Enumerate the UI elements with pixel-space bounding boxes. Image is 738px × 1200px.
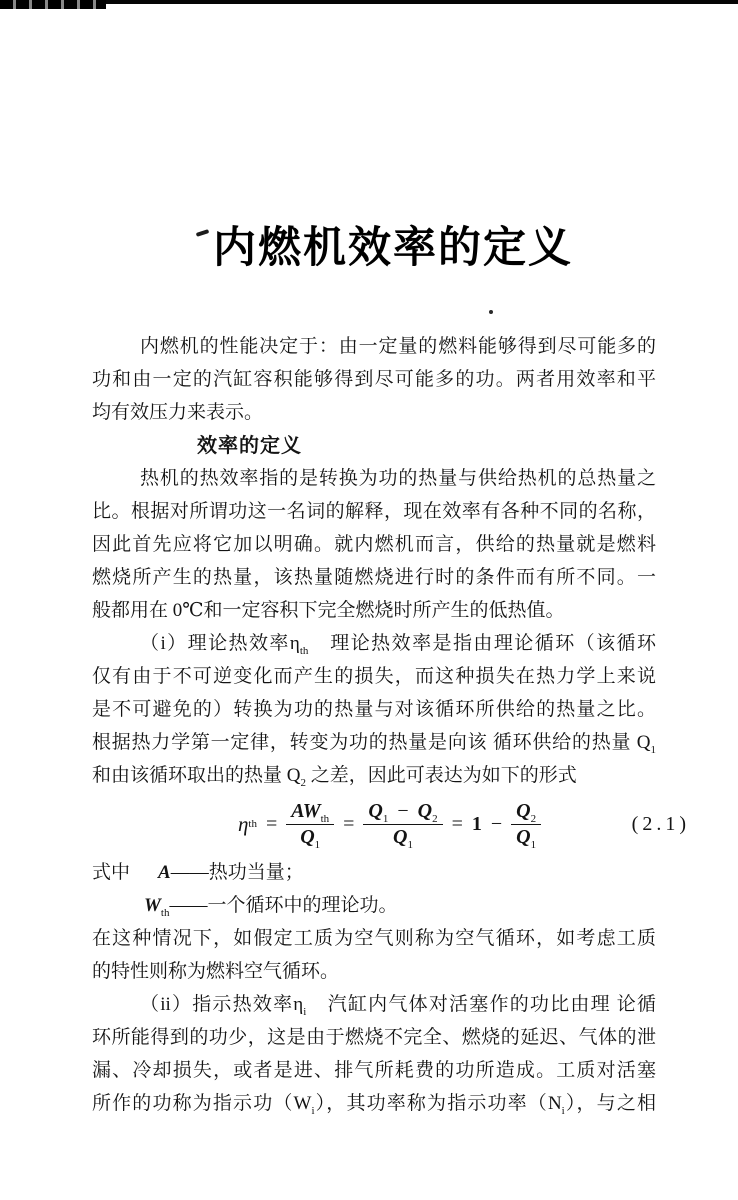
subscript: 1 xyxy=(382,812,389,825)
text-line: 均有效压力来表示。 xyxy=(92,402,264,423)
text-line xyxy=(92,1087,656,1120)
variable: Q xyxy=(516,799,531,822)
page-content xyxy=(92,0,690,1120)
denominator xyxy=(516,825,536,849)
variable: Q xyxy=(417,799,433,822)
text-segment: ——一个循环中的理论功。 xyxy=(169,895,398,916)
numerator xyxy=(363,800,442,825)
equation-number: (2.1) xyxy=(631,812,690,835)
subscript: 1 xyxy=(530,838,537,851)
subscript: 2 xyxy=(432,812,438,825)
text-segment: 根据热力学第一定律，转变为功的热量是向该 循环供给的热量 Q xyxy=(92,732,651,753)
text-line xyxy=(92,627,656,660)
subscript: th xyxy=(320,812,330,825)
subscript: 1 xyxy=(650,743,656,756)
fraction xyxy=(511,800,541,849)
fraction xyxy=(363,800,442,849)
equals-sign: = xyxy=(451,812,463,835)
text-segment: 所作的功称为指示功（W xyxy=(92,1093,312,1114)
denominator xyxy=(300,825,320,849)
text-line: 因此首先应将它加以明确。就内燃机而言，供给的热量就是燃料 xyxy=(92,534,656,555)
equals-sign: = xyxy=(343,812,355,835)
text-line: 比。根据对所谓功这一名词的解释，现在效率有各种不同的名称， xyxy=(92,501,656,522)
text-line xyxy=(92,889,656,922)
text-line xyxy=(92,988,656,1021)
subscript: 1 xyxy=(314,838,321,851)
text-segment: （i）理论热效率η xyxy=(140,633,300,654)
text-segment: 之差，因此可表达为如下的形式 xyxy=(305,765,577,786)
text-line: 的特性则称为燃料空气循环。 xyxy=(92,961,340,982)
text-segment: ），其功率称为指示功率（N xyxy=(314,1093,562,1114)
subscript: 2 xyxy=(530,812,537,825)
variable: Q xyxy=(300,825,315,848)
text-line: 在这种情况下，如假定工质为空气则称为空气循环，如考虑工质 xyxy=(92,928,656,949)
text-segment: ），与之相 xyxy=(564,1093,656,1114)
subscript: 2 xyxy=(300,776,306,789)
minus-sign: − xyxy=(490,812,503,835)
text-line xyxy=(92,856,656,889)
text-line: 热机的热效率指的是转换为功的热量与供给热机的总热量之 xyxy=(140,468,656,489)
equation: η th = $\frac{AW_{th}}{Q_1}$ = $\frac{Q_1 - Q_2}{Q_1}$ = 1 − $\frac{Q_2}{Q_1}$ (2.1) xyxy=(238,799,690,851)
subscript: th xyxy=(299,644,309,657)
variable: Q xyxy=(516,825,531,848)
variable: Q xyxy=(393,825,408,848)
text-line: 是不可避免的）转换为功的热量与对该循环所供给的热量之比。 xyxy=(92,699,656,720)
fraction xyxy=(286,800,334,849)
text-line: 般都用在 0℃和一定容积下完全燃烧时所产生的低热值。 xyxy=(92,600,565,621)
text-line: 功和由一定的汽缸容积能够得到尽可能多的功。两者用效率和平 xyxy=(92,369,656,390)
page-title: 内燃机效率的定义 xyxy=(213,223,573,273)
variable: AW xyxy=(291,799,321,822)
subscript: 1 xyxy=(407,838,413,851)
text-line: 环所能得到的功少，这是由于燃烧不完全、燃烧的延迟、气体的泄 xyxy=(92,1027,656,1048)
denominator xyxy=(393,825,413,849)
text-line: 仅有由于不可逆变化而产生的损失，而这种损失在热力学上来说 xyxy=(92,666,656,687)
text-line xyxy=(92,759,656,792)
text-line: 漏、冷却损失，或者是进、排气所耗费的功所造成。工质对活塞 xyxy=(92,1060,656,1081)
eta-symbol: η xyxy=(238,811,249,836)
section-heading: 效率的定义 xyxy=(197,433,302,457)
numerator xyxy=(511,800,541,825)
text-line: 燃烧所产生的热量，该热量随燃烧进行时的条件而有所不同。一 xyxy=(92,567,656,588)
text-segment: 汽缸内气体对活塞作的功比由理 论循 xyxy=(306,994,656,1015)
text-segment: 理论热效率是指由理论循环（该循环 xyxy=(308,633,656,654)
minus-sign: − xyxy=(397,799,409,822)
subscript: i xyxy=(561,1104,565,1117)
body-text xyxy=(92,330,690,1120)
numerator xyxy=(286,800,334,825)
subscript: i xyxy=(303,1005,307,1018)
subscript: i xyxy=(311,1104,315,1117)
scan-artifact-corner xyxy=(0,0,106,9)
number-one: 1 xyxy=(471,812,482,835)
text-segment: 式中 xyxy=(92,862,131,883)
variable: Q xyxy=(368,799,383,822)
text-line: 内燃机的性能决定于：由一定量的燃料能够得到尽可能多的 xyxy=(140,336,656,357)
text-line xyxy=(92,726,656,759)
subscript: th xyxy=(160,906,170,919)
text-segment: ——热功当量； xyxy=(170,862,304,883)
text-segment: 和由该循环取出的热量 Q xyxy=(92,765,301,786)
variable: W xyxy=(144,895,161,916)
variable: A xyxy=(158,862,171,883)
text-segment: （ii）指示热效率η xyxy=(140,994,304,1015)
equals-sign: = xyxy=(265,812,278,835)
